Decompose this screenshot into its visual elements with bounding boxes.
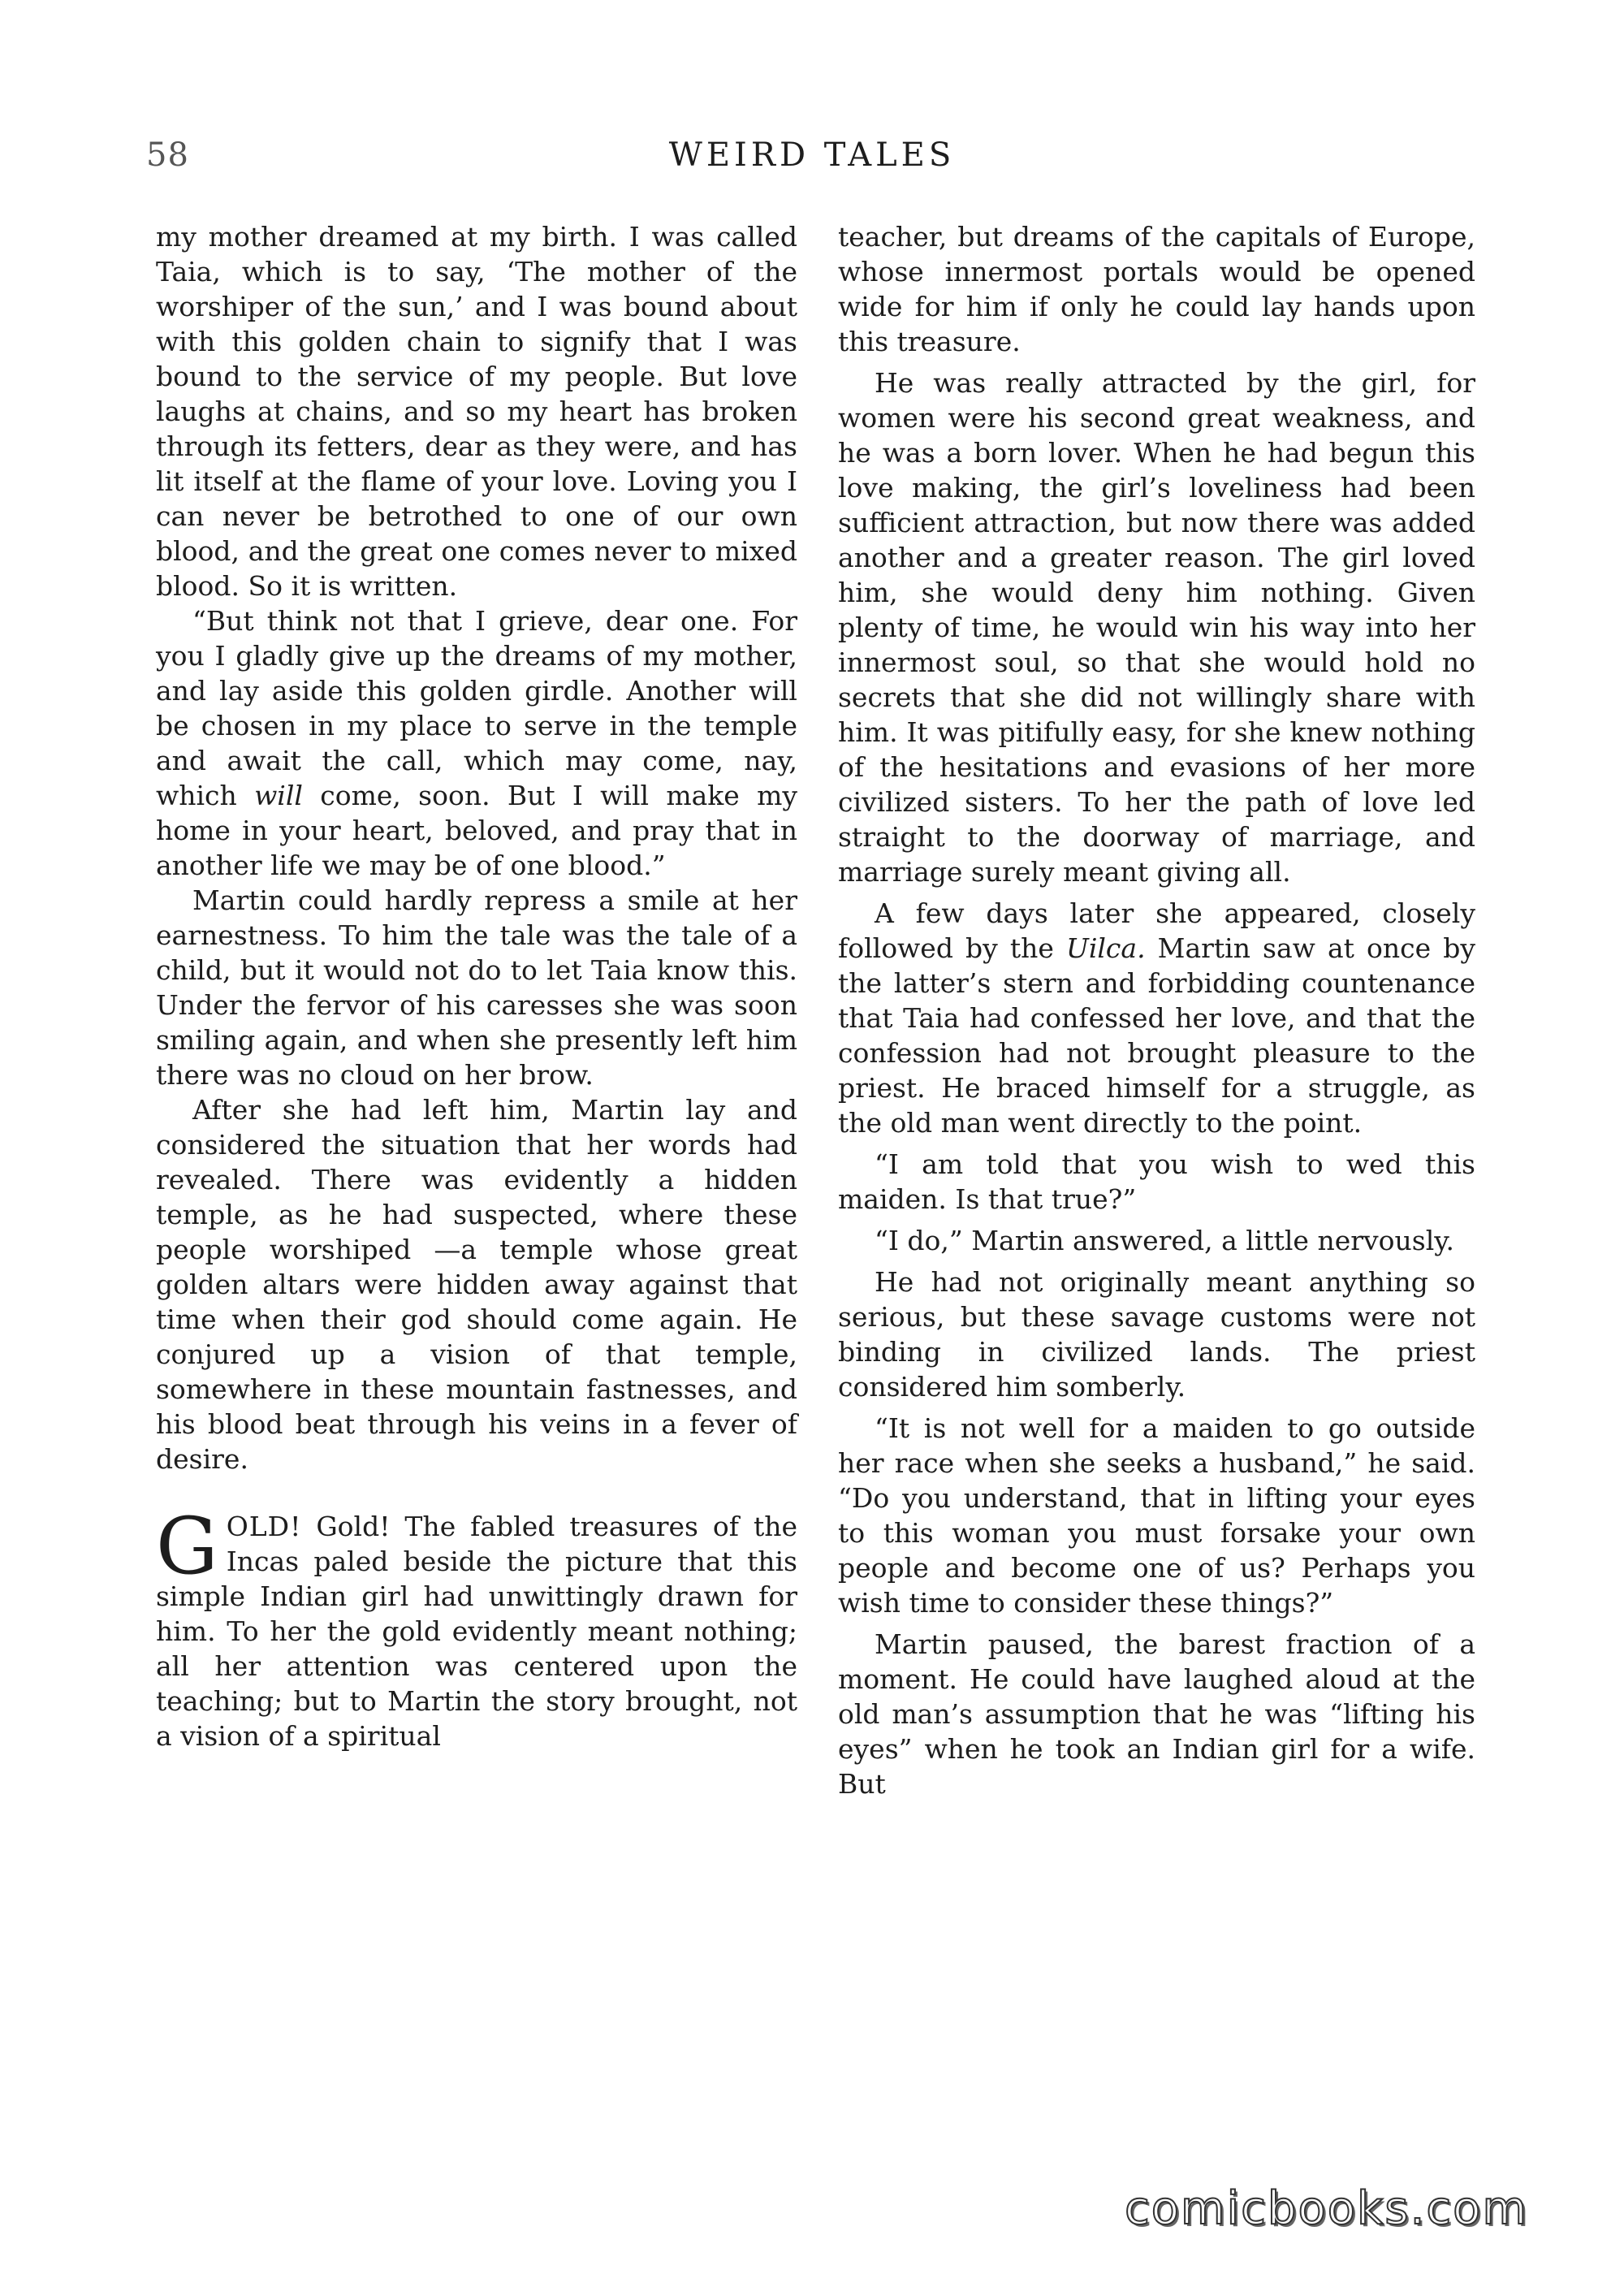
paragraph-text: A few days later she appeared, closely followed by the (838, 897, 1475, 964)
section-paragraph (156, 1501, 797, 1753)
paragraph: teacher, but dreams of the capitals of Europe, whose innermost portals would be opened wide for him if only he could lay hands upon this treasure. (838, 221, 1475, 357)
watermark: comicbooks.com (1124, 2182, 1528, 2235)
paragraph-text: Martin saw at once by the latter’s stern and forbidding countenance that Taia had confessed her love, and that the confession had not brought pleasure to the priest. He braced himself for a struggle, as the old man went directly to the point. (838, 932, 1475, 1139)
paragraph: my mother dreamed at my birth. I was called Taia, which is to say, ‘The mother of the worshiper of the sun,’ and I was bound about with this golden chain to signify that I was bound to the service of my people. But love laughs at chains, and so my heart has broken through its fetters, dear as they were, and has lit itself at the flame of your love. Loving you I can never be betrothed to one of our own blood, and the great one comes never to mixed blood. So it is written. (156, 221, 797, 602)
small-caps-text: OLD! (226, 1511, 302, 1542)
paragraph: He was really attracted by the girl, for women were his second great weakness, and he was a born lover. When he had begun this love making, the girl’s loveliness had been sufficient attraction, but now there was added another and a greater reason. The girl loved him, she would deny him nothing. Given plenty of time, he would win his way into her innermost soul, so that she would hold no secrets that she did not willingly share with him. It was pitifully easy, for she knew nothing of the hesitations and evasions of her more civilized sisters. To her the path of love led straight to the doorway of marriage, and marriage surely meant giving all. (838, 367, 1475, 888)
paragraph (156, 603, 797, 883)
emphasis-text: Uilca. (1066, 932, 1146, 964)
paragraph: After she had left him, Martin lay and considered the situation that her words had revealed. There was evidently a hidden temple, as he had suspected, where these people worshiped —a temple whose great golden altars were hidden away against that time when their god should come again. He conjured up a vision of that temple, somewhere in these mountain fastnesses, and his blood beat through his veins in a fever of desire. (156, 1094, 797, 1475)
page-number: 58 (146, 136, 189, 174)
paragraph: “It is not well for a maiden to go outside her race when she seeks a husband,” he said. “Do you understand, that in lifting your eyes to this woman you must forsake your own people and become one of us? Perhaps you wish time to consider these things?” (838, 1412, 1475, 1619)
paragraph: Martin could hardly repress a smile at her earnestness. To him the tale was the tale of a child, but it would not do to let Taia know this. Under the fervor of his caresses she was soon smiling again, and when she presently left him there was no cloud on her brow. (156, 884, 797, 1091)
paragraph-text: Gold! The fabled treasures of the Incas paled beside the picture that this simple Indian girl had unwittingly drawn for him. To her the gold evidently meant nothing; all her attention was centered upon the teaching; but to Martin the story brought, not a vision of a spiritual (156, 1511, 797, 1752)
paragraph-text: come, soon. But I will make my home in your heart, beloved, and pray that in another life we may be of one blood.” (156, 780, 798, 881)
drop-cap: G (156, 1501, 218, 1592)
left-column (156, 219, 797, 1753)
magazine-title: WEIRD TALES (668, 136, 956, 174)
paragraph (838, 896, 1475, 1140)
paragraph: “I do,” Martin answered, a little nervously. (875, 1225, 1455, 1256)
paragraph: Martin paused, the barest fraction of a moment. He could have laughed aloud at the old man’s assumption that he was “lifting his eyes” when he took an Indian girl for a wife. But (838, 1628, 1475, 1800)
paragraph: “I am told that you wish to wed this maiden. Is that true?” (838, 1148, 1475, 1215)
paragraph: He had not originally meant anything so serious, but these savage customs were not binding in civilized lands. The priest considered him somberly. (838, 1266, 1475, 1403)
right-column (838, 219, 1475, 1801)
emphasis-text: will (254, 780, 303, 811)
paragraph-text: “But think not that I grieve, dear one. For you I gladly give up the dreams of my mother, and lay aside this golden girdle. Another will be chosen in my place to serve in the temple and await the call, which may come, nay, which (156, 605, 797, 811)
page-header (146, 136, 1478, 185)
